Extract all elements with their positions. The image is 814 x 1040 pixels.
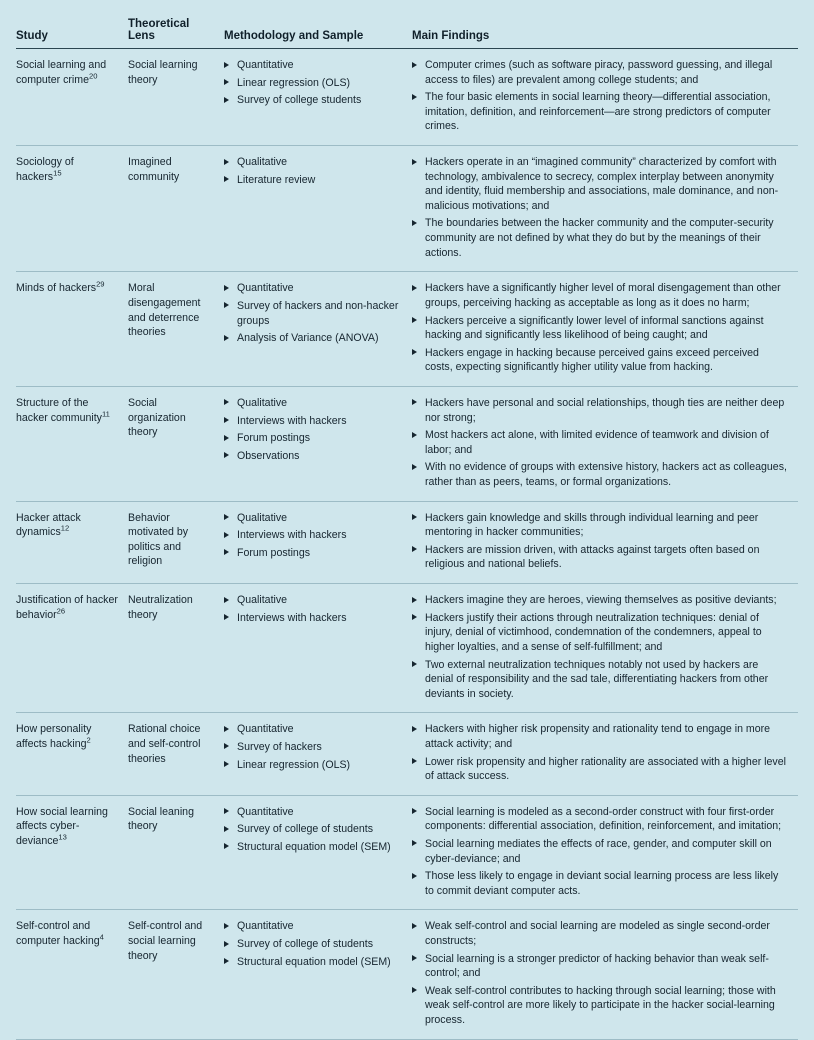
- list-item-label: Weak self-control contributes to hacking through social learning; those with weak self-control are more likely to participate in the hacker social-learning process.: [425, 984, 776, 1027]
- arrow-bullet-icon: [224, 761, 229, 767]
- list-item-label: With no evidence of groups with extensive history, hackers act as colleagues, rather than as peers, teams, or formal organizations.: [425, 461, 787, 489]
- study-title: How social learning affects cyber-deviance: [16, 805, 108, 847]
- list-item-label: Qualitative: [237, 511, 288, 524]
- cell-methodology-and-sample: [224, 910, 412, 1039]
- list-item-label: The four basic elements in social learning theory—differential association, imitation, definition, and reinforcement—are strong predictors of computer crimes.: [425, 91, 771, 133]
- list-item: [224, 546, 402, 561]
- list-item: [412, 755, 788, 784]
- list-item-label: Forum postings: [237, 546, 311, 559]
- cell-theoretical-lens: Imagined community: [128, 146, 224, 272]
- arrow-bullet-icon: [224, 743, 229, 749]
- list-item: [412, 314, 788, 343]
- findings-list: [412, 511, 788, 572]
- arrow-bullet-icon: [412, 661, 417, 667]
- list-item-label: Quantitative: [237, 920, 294, 933]
- list-item: [412, 984, 788, 1028]
- list-item: [412, 346, 788, 375]
- cell-main-findings: [412, 910, 798, 1039]
- methodology-list: [224, 511, 402, 561]
- list-item-label: Social learning is modeled as a second-order construct with four first-order components: differential association, definition, reinforcement, and imitation;: [425, 805, 782, 833]
- list-item-label: Survey of hackers: [237, 740, 322, 753]
- list-item: [412, 281, 788, 310]
- list-item-label: Those less likely to engage in deviant social learning process are less likely to commit deviant computer acts.: [425, 870, 779, 897]
- arrow-bullet-icon: [412, 285, 417, 291]
- study-title: Structure of the hacker community: [16, 396, 102, 424]
- list-item: [412, 952, 788, 981]
- list-item: [412, 58, 788, 87]
- arrow-bullet-icon: [224, 399, 229, 405]
- study-reference-number: 11: [101, 409, 110, 419]
- findings-list: [412, 281, 788, 375]
- cell-study: [16, 146, 128, 272]
- list-item-label: Hackers have a significantly higher level of moral disengagement than other groups, perceiving hacking as acceptable as long as it does no harm;: [425, 282, 781, 309]
- arrow-bullet-icon: [224, 176, 229, 182]
- findings-list: [412, 593, 788, 701]
- arrow-bullet-icon: [412, 464, 417, 470]
- arrow-bullet-icon: [224, 826, 229, 832]
- study-reference-number: 13: [58, 832, 67, 842]
- list-item-label: Qualitative: [237, 396, 288, 409]
- list-item: [412, 511, 788, 540]
- cell-main-findings: [412, 49, 798, 146]
- list-item-label: Hackers have personal and social relationships, though ties are neither deep nor strong;: [425, 396, 785, 424]
- methodology-list: [224, 805, 402, 855]
- arrow-bullet-icon: [412, 955, 417, 961]
- arrow-bullet-icon: [224, 335, 229, 341]
- cell-main-findings: [412, 386, 798, 501]
- list-item-label: Quantitative: [237, 723, 294, 736]
- findings-list: [412, 58, 788, 134]
- methodology-list: [224, 396, 402, 463]
- arrow-bullet-icon: [412, 614, 417, 620]
- study-reference-number: 26: [56, 606, 66, 616]
- list-item-label: Interviews with hackers: [237, 414, 347, 427]
- arrow-bullet-icon: [224, 941, 229, 947]
- arrow-bullet-icon: [224, 597, 229, 603]
- arrow-bullet-icon: [224, 285, 229, 291]
- studies-table: [16, 18, 798, 1040]
- list-item: [224, 173, 402, 188]
- column-header-main-findings: Main Findings: [412, 18, 798, 49]
- cell-main-findings: [412, 584, 798, 713]
- list-item-label: Linear regression (OLS): [237, 758, 351, 771]
- list-item-label: Interviews with hackers: [237, 611, 347, 624]
- arrow-bullet-icon: [224, 97, 229, 103]
- cell-study: [16, 910, 128, 1039]
- list-item: [224, 593, 402, 608]
- cell-methodology-and-sample: [224, 146, 412, 272]
- arrow-bullet-icon: [224, 79, 229, 85]
- list-item: [412, 543, 788, 572]
- methodology-list: [224, 919, 402, 969]
- list-item-label: Forum postings: [237, 432, 311, 445]
- cell-methodology-and-sample: [224, 713, 412, 795]
- list-item-label: The boundaries between the hacker community and the computer-security community are not defined by what they do but by the meanings of their actions.: [425, 217, 774, 259]
- study-title: Social learning and computer crime: [16, 59, 107, 86]
- list-item-label: Survey of college students: [237, 94, 362, 107]
- findings-list: [412, 155, 788, 260]
- list-item-label: Hackers justify their actions through neutralization techniques: denial of injury, denial of victimhood, condemnation of the condemners, appeal to higher loyalties, and a sense of self-fulfillment; and: [425, 611, 762, 653]
- list-item: [224, 281, 402, 296]
- list-item: [224, 611, 402, 626]
- arrow-bullet-icon: [412, 62, 417, 68]
- list-item-label: Linear regression (OLS): [237, 76, 351, 89]
- list-item-label: Survey of hackers and non-hacker groups: [237, 299, 399, 327]
- arrow-bullet-icon: [224, 514, 229, 520]
- arrow-bullet-icon: [412, 220, 417, 226]
- cell-methodology-and-sample: [224, 49, 412, 146]
- list-item-label: Hackers imagine they are heroes, viewing themselves as positive deviants;: [425, 594, 777, 607]
- cell-methodology-and-sample: [224, 386, 412, 501]
- cell-main-findings: [412, 713, 798, 795]
- list-item: [412, 658, 788, 702]
- list-item-label: Hackers gain knowledge and skills through individual learning and peer mentoring in hacker communities;: [425, 511, 759, 539]
- cell-main-findings: [412, 501, 798, 583]
- list-item-label: Qualitative: [237, 156, 288, 169]
- list-item: [412, 155, 788, 213]
- list-item-label: Qualitative: [237, 594, 288, 607]
- findings-list: [412, 396, 788, 490]
- list-item: [224, 299, 402, 328]
- cell-methodology-and-sample: [224, 272, 412, 387]
- list-item: [224, 449, 402, 464]
- list-item: [412, 396, 788, 425]
- arrow-bullet-icon: [224, 843, 229, 849]
- list-item: [224, 431, 402, 446]
- list-item: [224, 840, 402, 855]
- table-row: [16, 49, 798, 146]
- arrow-bullet-icon: [224, 614, 229, 620]
- list-item: [412, 837, 788, 866]
- arrow-bullet-icon: [412, 808, 417, 814]
- cell-theoretical-lens: Social organization theory: [128, 386, 224, 501]
- study-reference-number: 15: [53, 168, 62, 178]
- arrow-bullet-icon: [412, 758, 417, 764]
- header-row: [16, 18, 798, 49]
- table-header: [16, 18, 798, 49]
- table-row: [16, 146, 798, 272]
- table-row: [16, 713, 798, 795]
- list-item: [224, 155, 402, 170]
- arrow-bullet-icon: [412, 159, 417, 165]
- arrow-bullet-icon: [224, 62, 229, 68]
- list-item: [224, 955, 402, 970]
- list-item: [224, 511, 402, 526]
- list-item-label: Hackers with higher risk propensity and rationality tend to engage in more attack activity; and: [425, 723, 771, 750]
- list-item: [224, 76, 402, 91]
- list-item-label: Observations: [237, 449, 300, 462]
- list-item-label: Interviews with hackers: [237, 529, 347, 542]
- list-item-label: Structural equation model (SEM): [237, 955, 391, 968]
- arrow-bullet-icon: [412, 873, 417, 879]
- list-item: [224, 740, 402, 755]
- arrow-bullet-icon: [224, 302, 229, 308]
- arrow-bullet-icon: [224, 159, 229, 165]
- arrow-bullet-icon: [412, 923, 417, 929]
- table-row: [16, 584, 798, 713]
- study-reference-number: 2: [86, 735, 91, 745]
- arrow-bullet-icon: [412, 597, 417, 603]
- arrow-bullet-icon: [412, 432, 417, 438]
- column-header-methodology-and-sample: Methodology and Sample: [224, 18, 412, 49]
- list-item: [224, 58, 402, 73]
- arrow-bullet-icon: [412, 349, 417, 355]
- methodology-list: [224, 58, 402, 108]
- list-item-label: Most hackers act alone, with limited evidence of teamwork and division of labor; and: [425, 429, 769, 456]
- arrow-bullet-icon: [412, 317, 417, 323]
- list-item: [224, 919, 402, 934]
- table-body: [16, 49, 798, 1040]
- list-item: [412, 428, 788, 457]
- list-item: [224, 414, 402, 429]
- list-item: [412, 90, 788, 134]
- list-item: [412, 805, 788, 834]
- study-title: Justification of hacker behavior: [16, 594, 118, 621]
- list-item-label: Analysis of Variance (ANOVA): [237, 332, 379, 345]
- arrow-bullet-icon: [224, 532, 229, 538]
- arrow-bullet-icon: [224, 808, 229, 814]
- arrow-bullet-icon: [412, 726, 417, 732]
- methodology-list: [224, 593, 402, 625]
- list-item-label: Social learning mediates the effects of race, gender, and computer skill on cyber-deviance; and: [425, 837, 772, 865]
- arrow-bullet-icon: [412, 987, 417, 993]
- list-item: [224, 937, 402, 952]
- list-item: [412, 593, 788, 608]
- table-row: [16, 386, 798, 501]
- findings-list: [412, 805, 788, 899]
- arrow-bullet-icon: [412, 840, 417, 846]
- list-item-label: Quantitative: [237, 282, 294, 295]
- list-item-label: Two external neutralization techniques notably not used by hackers are denial of responsibility and the sad tale, differentiating hackers from other deviants in society.: [425, 658, 769, 700]
- arrow-bullet-icon: [412, 546, 417, 552]
- table-row: [16, 795, 798, 910]
- cell-study: [16, 501, 128, 583]
- list-item: [224, 722, 402, 737]
- list-item: [224, 758, 402, 773]
- arrow-bullet-icon: [224, 549, 229, 555]
- arrow-bullet-icon: [224, 452, 229, 458]
- list-item-label: Computer crimes (such as software piracy, password guessing, and illegal access to files) are prevalent among college students; and: [425, 59, 773, 86]
- cell-theoretical-lens: Social leaning theory: [128, 795, 224, 910]
- cell-methodology-and-sample: [224, 795, 412, 910]
- cell-main-findings: [412, 795, 798, 910]
- cell-study: [16, 795, 128, 910]
- list-item-label: Social learning is a stronger predictor of hacking behavior than weak self-control; and: [425, 952, 769, 980]
- list-item-label: Literature review: [237, 173, 316, 186]
- cell-theoretical-lens: Neutralization theory: [128, 584, 224, 713]
- cell-study: [16, 386, 128, 501]
- list-item: [412, 722, 788, 751]
- cell-theoretical-lens: Social learning theory: [128, 49, 224, 146]
- list-item: [224, 396, 402, 411]
- list-item-label: Structural equation model (SEM): [237, 840, 391, 853]
- list-item-label: Survey of college of students: [237, 823, 374, 836]
- arrow-bullet-icon: [412, 399, 417, 405]
- list-item: [412, 919, 788, 948]
- table-row: [16, 501, 798, 583]
- table-row: [16, 910, 798, 1039]
- list-item: [412, 460, 788, 489]
- column-header-theoretical-lens: Theoretical Lens: [128, 18, 224, 49]
- findings-list: [412, 722, 788, 783]
- cell-theoretical-lens: Self-control and social learning theory: [128, 910, 224, 1039]
- study-title: Hacker attack dynamics: [16, 511, 81, 539]
- cell-study: [16, 713, 128, 795]
- arrow-bullet-icon: [224, 726, 229, 732]
- cell-main-findings: [412, 146, 798, 272]
- cell-theoretical-lens: Rational choice and self-control theories: [128, 713, 224, 795]
- findings-list: [412, 919, 788, 1027]
- cell-theoretical-lens: Moral disengagement and deterrence theories: [128, 272, 224, 387]
- study-reference-number: 29: [96, 279, 105, 289]
- study-reference-number: 20: [89, 71, 98, 81]
- study-reference-number: 4: [99, 932, 104, 942]
- list-item: [224, 528, 402, 543]
- list-item-label: Weak self-control and social learning are modeled as single second-order constructs;: [425, 920, 770, 948]
- study-reference-number: 12: [60, 523, 70, 533]
- cell-theoretical-lens: Behavior motivated by politics and religion: [128, 501, 224, 583]
- study-title: Self-control and computer hacking: [16, 920, 100, 948]
- study-title: How personality affects hacking: [16, 723, 92, 750]
- methodology-list: [224, 722, 402, 772]
- list-item-label: Lower risk propensity and higher rationality are associated with a higher level of attack success.: [425, 755, 786, 783]
- arrow-bullet-icon: [224, 923, 229, 929]
- list-item-label: Quantitative: [237, 805, 294, 818]
- list-item: [224, 93, 402, 108]
- cell-methodology-and-sample: [224, 584, 412, 713]
- list-item-label: Hackers engage in hacking because perceived gains exceed perceived costs, expecting significantly higher utility value from hacking.: [425, 346, 759, 374]
- arrow-bullet-icon: [224, 435, 229, 441]
- list-item-label: Survey of college of students: [237, 938, 374, 951]
- cell-study: [16, 584, 128, 713]
- cell-study: [16, 272, 128, 387]
- list-item-label: Hackers operate in an “imagined community” characterized by comfort with technology, ambivalence to secrecy, complex interplay between anonymity and identity, fluid membership and associations, male dominance, and non-malicious motivations; and: [425, 156, 779, 212]
- cell-study: [16, 49, 128, 146]
- methodology-list: [224, 155, 402, 187]
- arrow-bullet-icon: [412, 94, 417, 100]
- list-item: [224, 805, 402, 820]
- table-row: [16, 272, 798, 387]
- list-item: [224, 822, 402, 837]
- list-item: [412, 611, 788, 655]
- cell-methodology-and-sample: [224, 501, 412, 583]
- arrow-bullet-icon: [224, 417, 229, 423]
- study-title: Minds of hackers: [16, 282, 97, 295]
- arrow-bullet-icon: [412, 514, 417, 520]
- list-item: [224, 331, 402, 346]
- cell-main-findings: [412, 272, 798, 387]
- list-item-label: Hackers perceive a significantly lower level of informal sanctions against hacking and significantly less likelihood of being caught; and: [425, 314, 764, 342]
- list-item: [412, 216, 788, 260]
- study-title: Sociology of hackers: [16, 156, 74, 183]
- list-item: [412, 869, 788, 898]
- list-item-label: Hackers are mission driven, with attacks against targets often based on religious and national beliefs.: [425, 543, 760, 571]
- list-item-label: Quantitative: [237, 59, 294, 71]
- arrow-bullet-icon: [224, 958, 229, 964]
- methodology-list: [224, 281, 402, 345]
- column-header-study: Study: [16, 18, 128, 49]
